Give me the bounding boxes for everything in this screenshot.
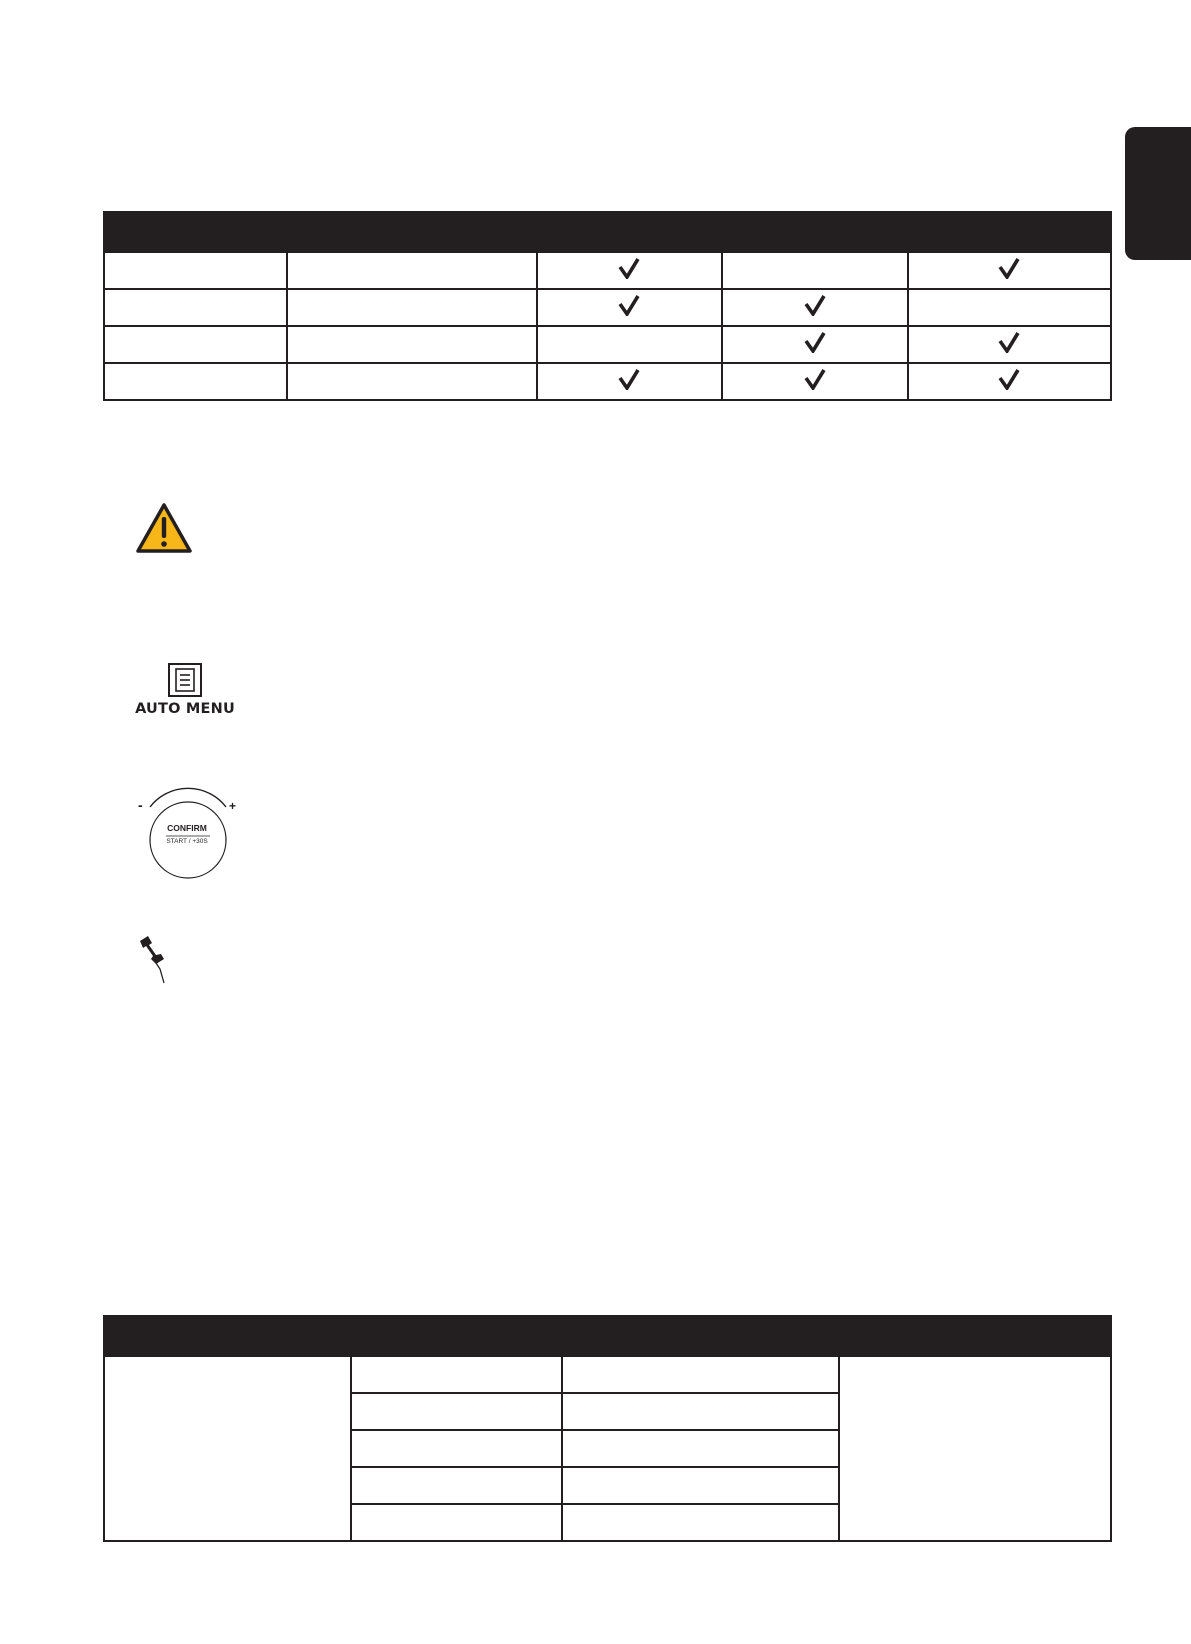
checkmark-icon [804,368,826,390]
table-cell [104,1356,351,1541]
table-cell [351,1356,563,1393]
table-cell [722,326,907,363]
table-cell [104,289,287,326]
table-cell [104,363,287,400]
dial-start-label: START / +30S [166,838,208,845]
table-cell [104,326,287,363]
table-cell [562,1504,839,1541]
checkmark-icon [804,294,826,316]
table-cell [351,1504,563,1541]
table-cell [287,289,536,326]
table-cell [287,252,536,289]
table-cell [908,363,1111,400]
auto-menu-label: AUTO MENU [135,701,235,717]
table-cell [908,289,1111,326]
auto-menu-icon [168,663,202,697]
table-cell [562,1356,839,1393]
table-cell [537,363,722,400]
table-row [104,363,1111,400]
checkmark-icon [998,257,1020,279]
checkmark-icon [618,294,640,316]
table-header-row [104,1316,1111,1356]
checkmark-icon [998,331,1020,353]
table-cell [537,252,722,289]
table-cell [104,252,287,289]
table-cell [537,289,722,326]
checkmark-icon [998,368,1020,390]
table-header-cell [104,1316,1111,1356]
table-cell [722,252,907,289]
checkmark-icon [618,368,640,390]
table-cell [537,326,722,363]
table-cell [351,1430,563,1467]
checkmark-icon [804,331,826,353]
table-header-row [104,212,1111,252]
checkmark-icon [618,257,640,279]
table-cell [908,326,1111,363]
table-cell [722,289,907,326]
dial-minus-label: - [138,797,143,813]
feature-table [103,211,1112,401]
table-row [104,289,1111,326]
dial-plus-label: + [229,799,237,813]
table-cell [562,1430,839,1467]
table-cell [287,326,536,363]
table-cell [722,363,907,400]
table-cell [351,1393,563,1430]
pushpin-icon [136,935,172,985]
table-cell [562,1467,839,1504]
table-row [104,1356,1111,1393]
table-header-cell [104,212,1111,252]
table-cell [908,252,1111,289]
table-cell [562,1393,839,1430]
table-row [104,326,1111,363]
table-cell [839,1356,1111,1541]
table-row [104,252,1111,289]
dial-confirm-label: CONFIRM [167,823,207,833]
warning-triangle-icon [136,503,192,553]
section-tab [1125,127,1191,260]
bottom-table [103,1315,1112,1542]
table-cell [287,363,536,400]
table-cell [351,1467,563,1504]
